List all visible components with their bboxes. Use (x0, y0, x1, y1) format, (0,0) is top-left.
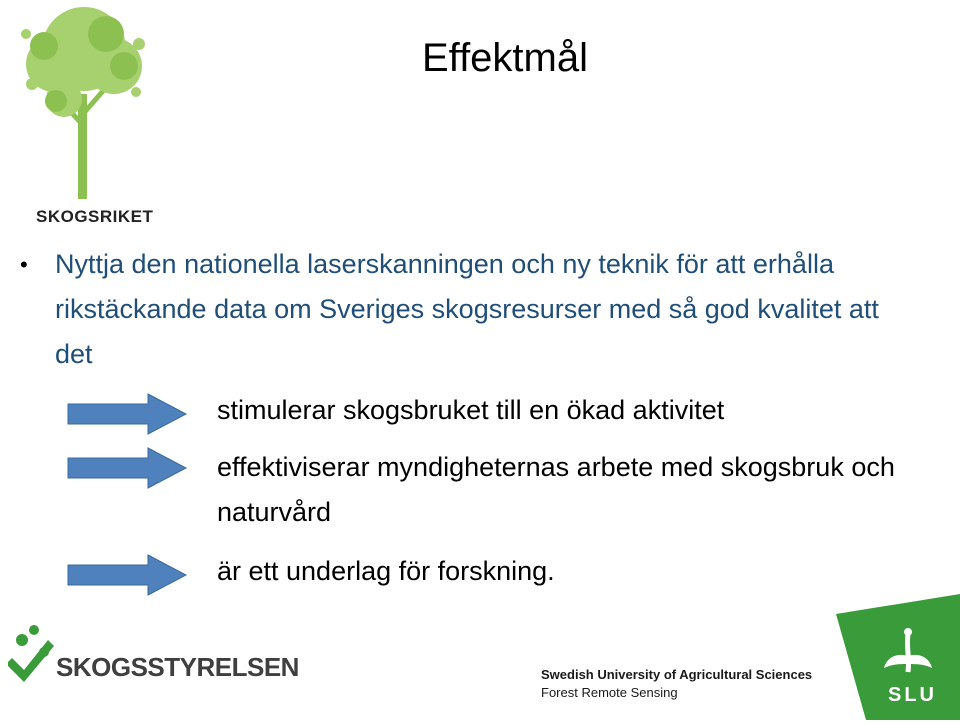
institution-name: Swedish University of Agricultural Sciences (541, 667, 813, 682)
slu-logo (836, 594, 960, 720)
skogsstyrelsen-logo-text: SKOGSSTYRELSEN (56, 652, 299, 682)
tree-icon (14, 4, 154, 204)
list-item: är ett underlag för forskning. (217, 556, 555, 586)
arrow-icon (66, 392, 188, 441)
slu-logo-text: SLU (888, 684, 937, 706)
arrow-icon (66, 446, 188, 495)
arrow-icon (66, 553, 188, 602)
page-title: Effektmål (422, 36, 588, 80)
bullet-icon: • (20, 252, 28, 277)
skogsriket-logo-text: SKOGSRIKET (36, 207, 154, 226)
list-item: effektiviserar myndigheternas arbete med skogsbruk och naturvård (217, 452, 895, 527)
department-name: Forest Remote Sensing (541, 685, 678, 700)
intro-text: Nyttja den nationella laserskanningen och ny teknik för att erhålla rikstäckande data om Sveriges skogsresurser med så god kvalitet att det (55, 249, 879, 369)
list-item: stimulerar skogsbruket till en ökad aktivitet (217, 395, 725, 425)
skogsstyrelsen-logo (8, 622, 299, 692)
